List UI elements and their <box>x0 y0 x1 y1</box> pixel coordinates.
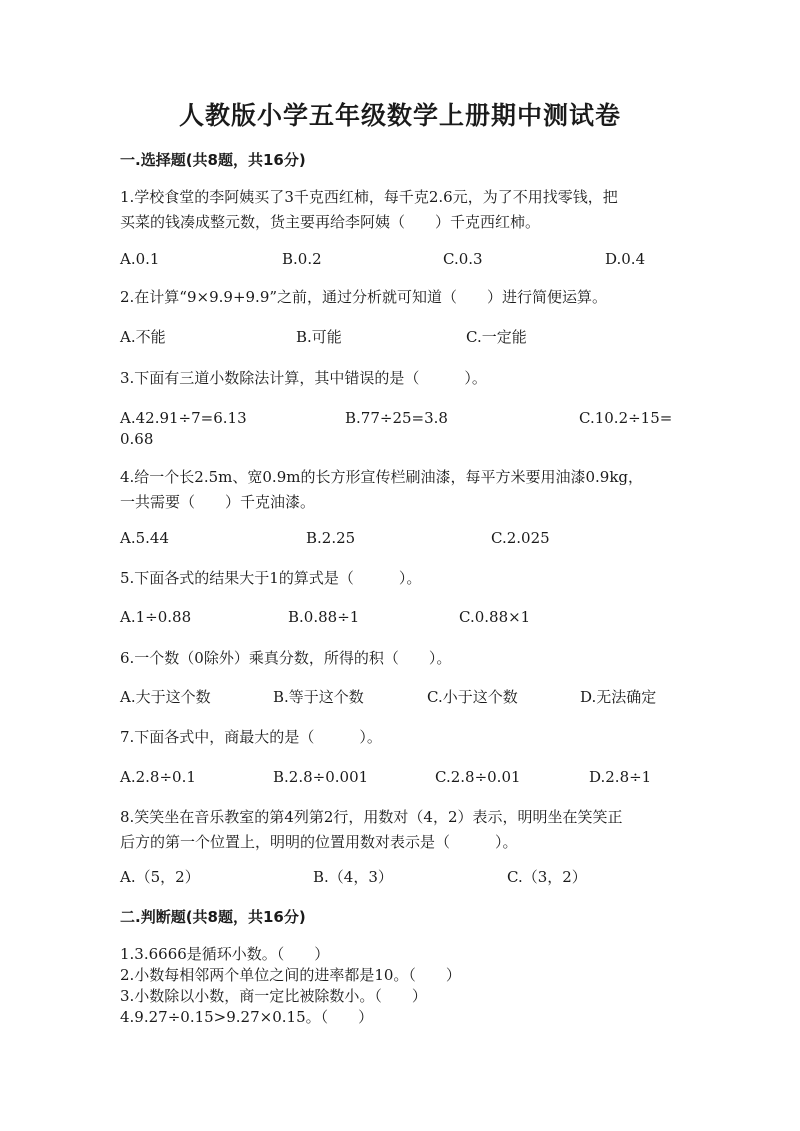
question-8 <box>120 805 680 855</box>
question-6 <box>120 646 680 671</box>
page-title: 人教版小学五年级数学上册期中测试卷 <box>178 101 621 130</box>
option-a: A.（5，2） <box>120 868 200 886</box>
option-d: D.2.8÷1 <box>589 768 652 786</box>
option-b: B.0.2 <box>282 250 322 268</box>
question-text-line: 8.笑笑坐在音乐教室的第4列第2行，用数对（4，2）表示，明明坐在笑笑正 <box>120 808 623 826</box>
option-c: C.2.8÷0.01 <box>435 768 521 786</box>
question-text-line: 一共需要（ ）千克油漆。 <box>120 493 316 511</box>
option-c: C.0.3 <box>443 250 483 268</box>
question-text-line: 买菜的钱凑成整元数，货主要再给李阿姨（ ）千克西红柿。 <box>120 213 541 231</box>
question-text-line: 2.在计算“9×9.9+9.9”之前，通过分析就可知道（ ）进行简便运算。 <box>120 288 608 306</box>
option-c-continued: 0.68 <box>120 430 154 448</box>
section-heading-judge: 二.判断题(共8题，共16分) <box>120 908 306 926</box>
option-a: A.5.44 <box>120 529 169 547</box>
judge-item: 3.小数除以小数，商一定比被除数小。（ ） <box>120 987 427 1005</box>
option-b: B.等于这个数 <box>273 688 364 706</box>
question-4 <box>120 465 680 515</box>
question-1 <box>120 185 680 235</box>
question-5 <box>120 566 680 591</box>
option-d: D.0.4 <box>605 250 646 268</box>
option-a: A.1÷0.88 <box>120 608 192 626</box>
question-text-line: 6.一个数（0除外）乘真分数，所得的积（ ）。 <box>120 649 452 667</box>
section-heading-choice: 一.选择题(共8题，共16分) <box>120 151 306 169</box>
question-text-line: 3.下面有三道小数除法计算，其中错误的是（ ）。 <box>120 369 487 387</box>
option-c: C.10.2÷15= <box>579 409 673 427</box>
judge-item: 1.3.6666是循环小数。（ ） <box>120 945 330 963</box>
option-a: A.大于这个数 <box>120 688 211 706</box>
option-b: B.可能 <box>296 328 342 346</box>
question-text-line: 7.下面各式中，商最大的是（ ）。 <box>120 728 382 746</box>
option-c: C.（3，2） <box>507 868 587 886</box>
question-text-line: 1.学校食堂的李阿姨买了3千克西红柿，每千克2.6元，为了不用找零钱，把 <box>120 188 618 206</box>
option-b: B.77÷25=3.8 <box>345 409 448 427</box>
option-c: C.一定能 <box>466 328 527 346</box>
question-2 <box>120 285 680 310</box>
judge-item: 2.小数每相邻两个单位之间的进率都是10。（ ） <box>120 966 461 984</box>
option-b: B.（4，3） <box>313 868 393 886</box>
option-a: A.2.8÷0.1 <box>120 768 196 786</box>
option-a: A.42.91÷7=6.13 <box>120 409 247 427</box>
question-3 <box>120 366 680 391</box>
option-b: B.2.25 <box>306 529 356 547</box>
option-b: B.2.8÷0.001 <box>273 768 369 786</box>
option-a: A.不能 <box>120 328 166 346</box>
option-a: A.0.1 <box>120 250 160 268</box>
question-text-line: 5.下面各式的结果大于1的算式是（ ）。 <box>120 569 422 587</box>
option-c: C.2.025 <box>491 529 550 547</box>
option-b: B.0.88÷1 <box>288 608 360 626</box>
question-text-line: 4.给一个长2.5m、宽0.9m的长方形宣传栏刷油漆，每平方米要用油漆0.9kg， <box>120 468 644 486</box>
question-7 <box>120 725 680 750</box>
option-d: D.无法确定 <box>580 688 657 706</box>
judge-item: 4.9.27÷0.15>9.27×0.15。（ ） <box>120 1008 374 1026</box>
option-c: C.小于这个数 <box>427 688 518 706</box>
question-text-line: 后方的第一个位置上，明明的位置用数对表示是（ ）。 <box>120 833 518 851</box>
option-c: C.0.88×1 <box>459 608 531 626</box>
